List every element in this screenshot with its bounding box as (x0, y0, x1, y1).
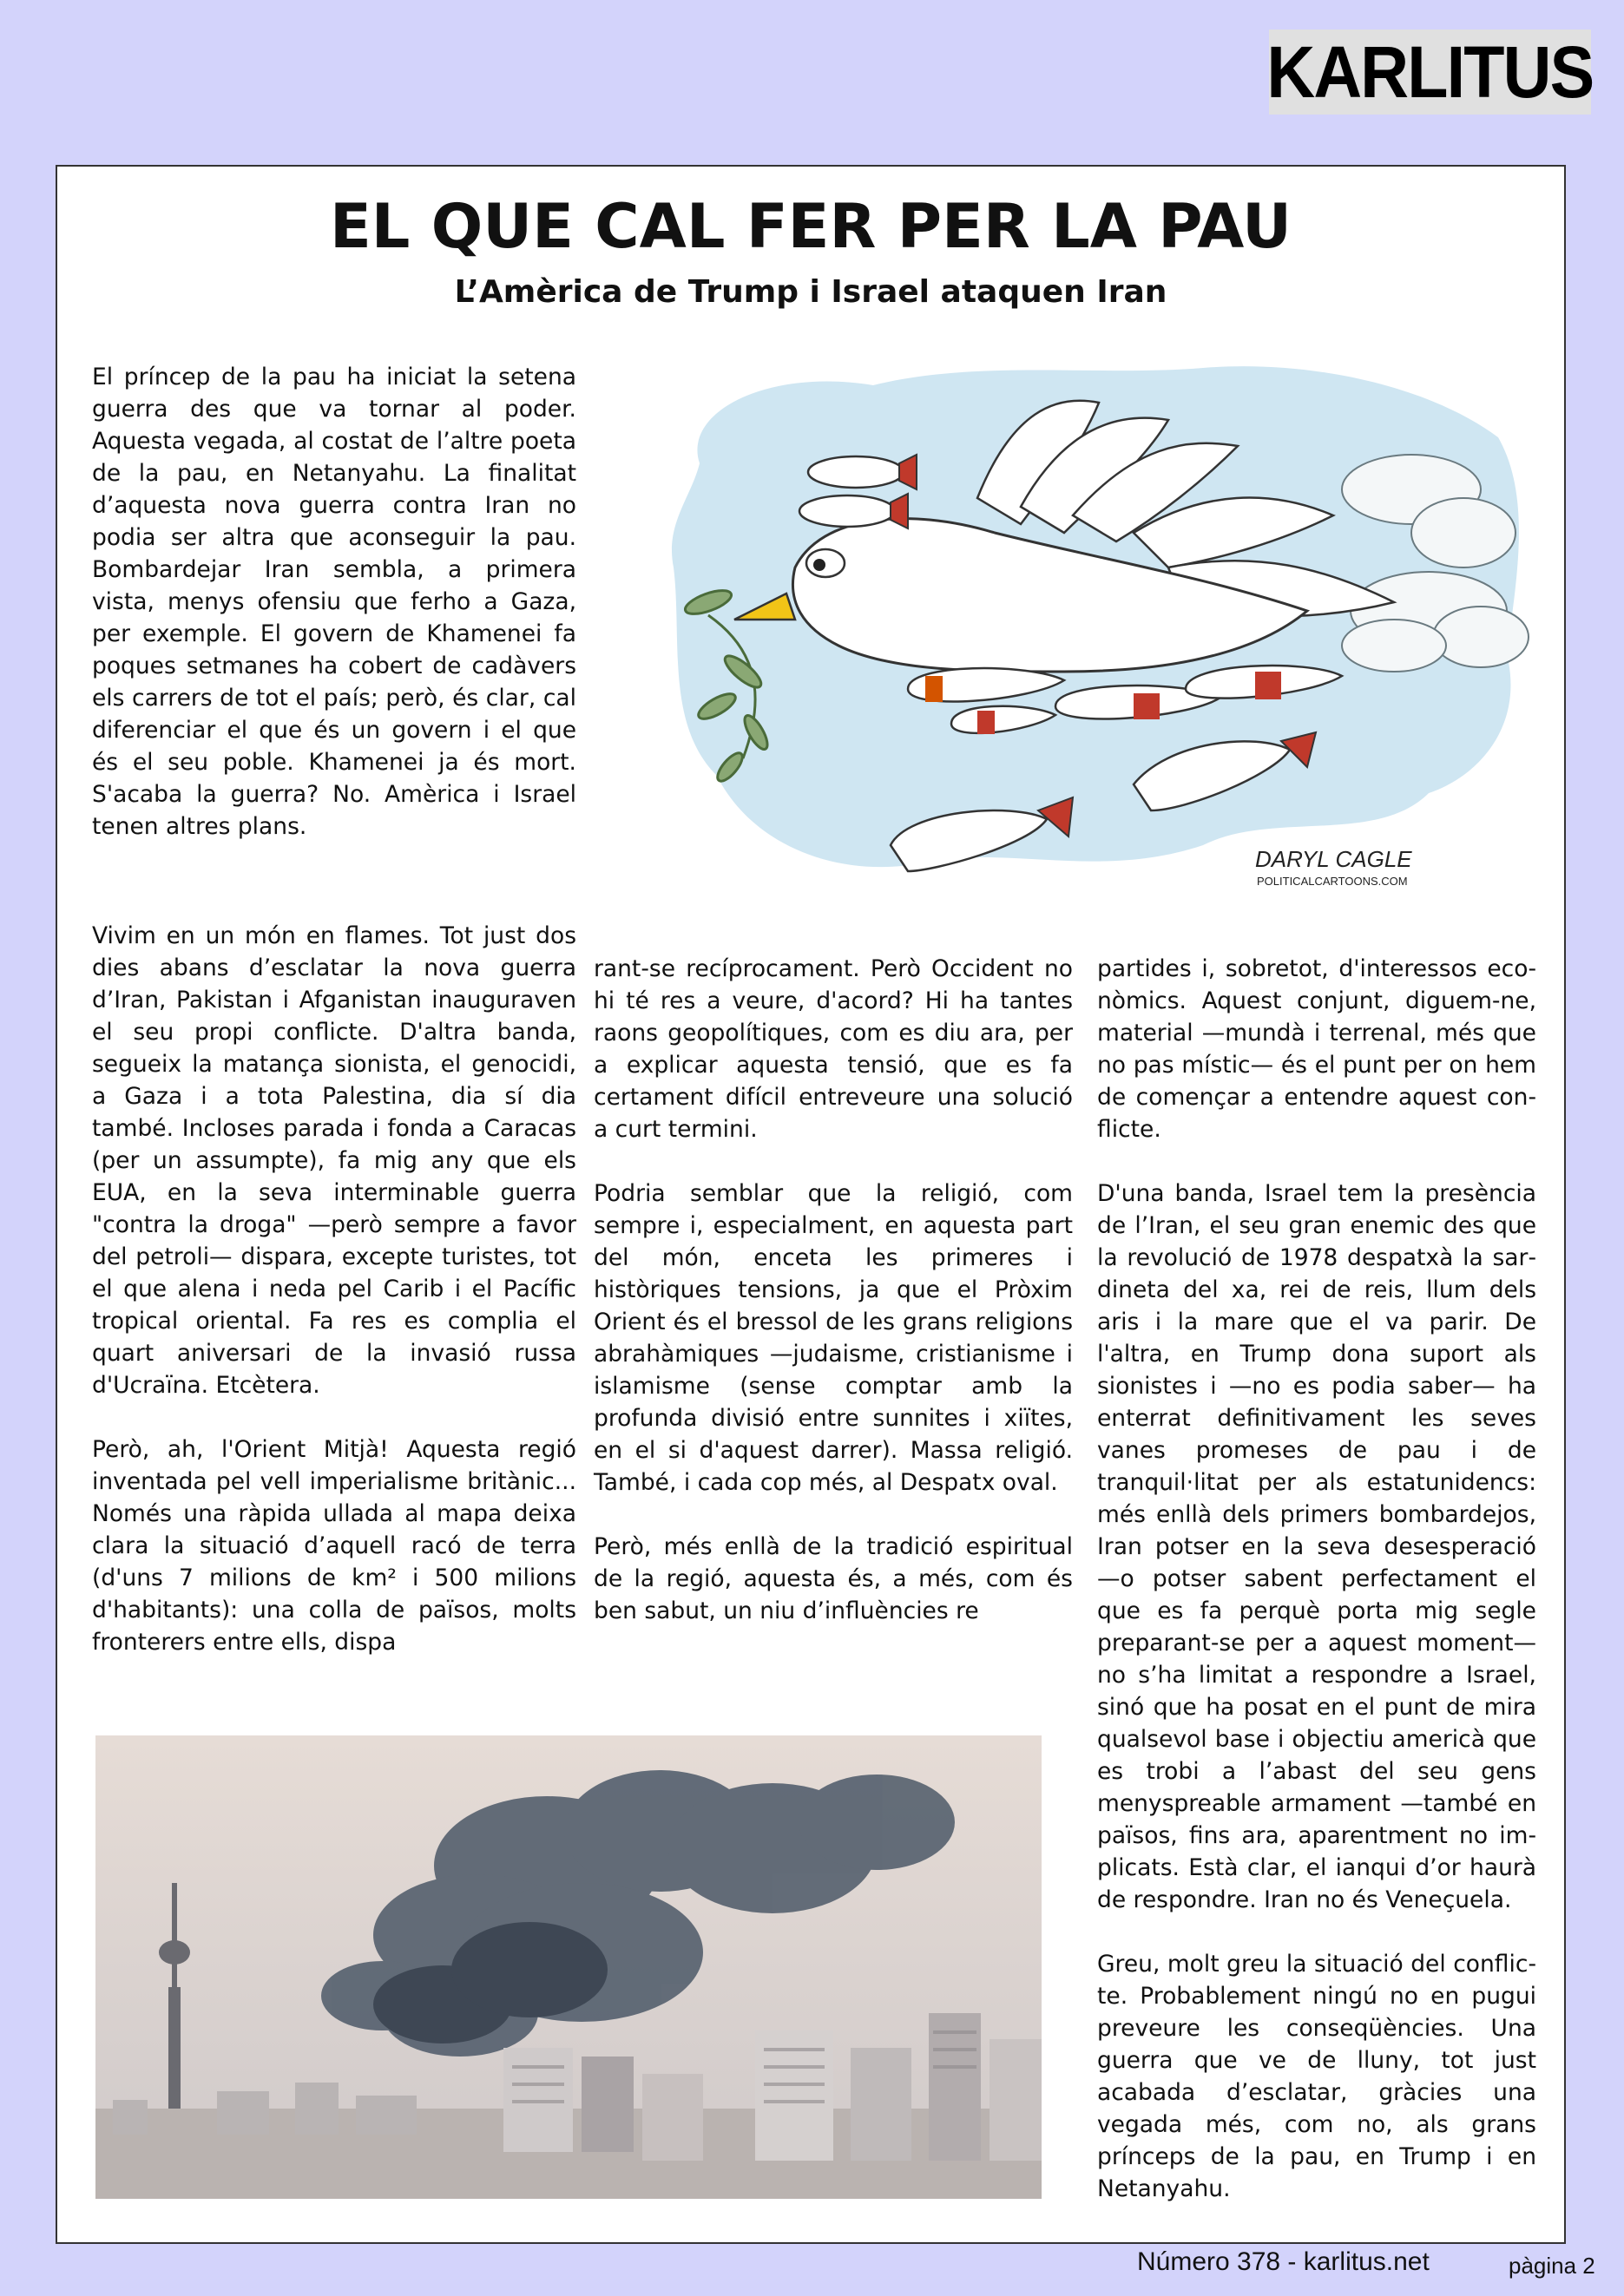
paragraph-2: Vivim en un món en flames. Tot just dos dies abans d’esclatar la nova guerra d’Iran, Pakistan i Afganistan inauguraven el seu propi conflicte. D'altra banda, segueix la matança sionista, el genocidi, a Gaza i a tota Palestina, dia sí dia també. Incloses parada i fonda a Caracas (per un assumpte), fa mig any que els EUA, en la seva interminable guerra "contra la droga" —però sempre a favor del petroli— dispara, excepte turistes, tot el que alena i neda pel Carib i el Pacífic tropical oriental. Fa res es complia el quart aniversari de la invasió russa d'Ucraïna. Etcètera. (92, 922, 576, 1399)
article-title: EL QUE CAL FER PER LA PAU (329, 191, 1292, 262)
paragraph-4: Podria semblar que la religió, com sempre i, especialment, en aquesta part del món, enceta les primeres i històriques tensions, ja que el Pròxim Orient és el bressol de les grans religions abrahàmiques —judaisme, cristianisme i islamisme (sense comptar amb la profunda divisió entre sunnites i xiïtes, en el si d'aquest darrer). Massa religió. També, i cada cop més, al Despatx oval. (594, 1180, 1073, 1496)
column-1-bottom (92, 920, 576, 1658)
paragraph-3-end: rant-se recíprocament. Però Occident no hi té res a veure, d'acord? Hi ha tantes raons geopolítiques, com es diu ara, per a explicar aquesta tensió, que es fa certament difícil entreveure una solució a curt termini. (594, 955, 1073, 1143)
cartoon-signature: DARYL CAGLE (1255, 846, 1412, 872)
cartoon-credit: POLITICALCARTOONS.COM (1257, 875, 1408, 888)
city-smoke-photo (95, 1735, 1042, 2199)
masthead-logo (1266, 30, 1594, 115)
paragraph-7: Greu, molt greu la situació del conflicte. Probablement ningú no en pugui preveure les conseqüències. Una guerra que ve de lluny, tot just acabada d’esclatar, gràcies una vegada més, com no, als grans prínceps de la pau, en Trump i en Netanyahu. (1097, 1951, 1536, 2202)
paragraph-6: D'una banda, Israel tem la presència de l’Iran, el seu gran enemic des que la revolució de 1978 despatxà la sardineta del xa, rei de reis, llum dels aris i la mare que el va parir. De l'altra, en Trump dona suport als sionistes i —no es podia saber— ha enterrat definitivament les seves vanes promeses de pau i de tranquil·litat per als estatunidencs: més enllà dels primers bombardejos, Iran potser en la seva desesperació —o potser sabent perfectament el que es fa perquè porta mig segle preparant-se per a aquest moment— no s’ha limitat a respondre a Israel, sinó que ha posat en el punt de mira qualsevol base i objectiu americà que es trobi a l’abast del seu gens menyspreable armament —també en països, fins ara, aparentment no implicats. Està clar, el ianqui d’or haurà de respondre. Iran no és Veneçuela. (1097, 1180, 1536, 1913)
dove-pupil (813, 559, 825, 571)
footer-issue: Número 378 - karlitus.net (1137, 2247, 1430, 2276)
dove-eye (806, 549, 845, 577)
column-1-top (92, 361, 576, 843)
article-subtitle: L’Amèrica de Trump i Israel ataquen Iran (454, 274, 1167, 310)
column-3 (1097, 953, 1536, 2205)
paragraph-1: El príncep de la pau ha iniciat la setena guerra des que va tornar al poder. Aquesta vegada, al costat de l’altre poeta de la pau, en Netanyahu. La finalitat d’aquesta nova guerra contra Iran no podia ser altra que aconseguir la pau. Bombardejar Iran sembla, a primera vista, menys ofensiu que ferho a Gaza, per exemple. El govern de Khamenei fa poques setmanes ha cobert de cadàvers els carrers de tot el país; però, és clar, cal diferenciar el que és un govern i el que és el seu poble. Khamenei ja és mort. S'acaba la guerra? No. Amèrica i Israel tenen altres plans. (92, 364, 576, 840)
paragraph-3-start: Però, ah, l'Orient Mitjà! Aquesta regió inventada pel vell imperialisme britànic... Només una ràpida ullada al mapa deixa clara la situació d’aquell racó de terra (d'uns 7 milions de km² i 500 milions d'habitants): una colla de països, molts fronterers entre ells, dispa (92, 1436, 576, 1656)
dove-bombs-cartoon (648, 359, 1533, 932)
article-page (56, 165, 1566, 2244)
column-2 (594, 953, 1073, 1627)
paragraph-5-start: Però, més enllà de la tradició espiritual de la regió, aquesta és, a més, com és ben sabut, un niu d’influències re (594, 1533, 1073, 1624)
logo-text: KARLITUS (1266, 30, 1594, 113)
footer-page-number: pàgina 2 (1509, 2253, 1595, 2279)
paragraph-5-end: partides i, sobretot, d'interessos econòmics. Aquest conjunt, diguem-ne, material —mundà i terrenal, més que no pas místic— és el punt per on hem de començar a entendre aquest conflicte. (1097, 955, 1536, 1143)
